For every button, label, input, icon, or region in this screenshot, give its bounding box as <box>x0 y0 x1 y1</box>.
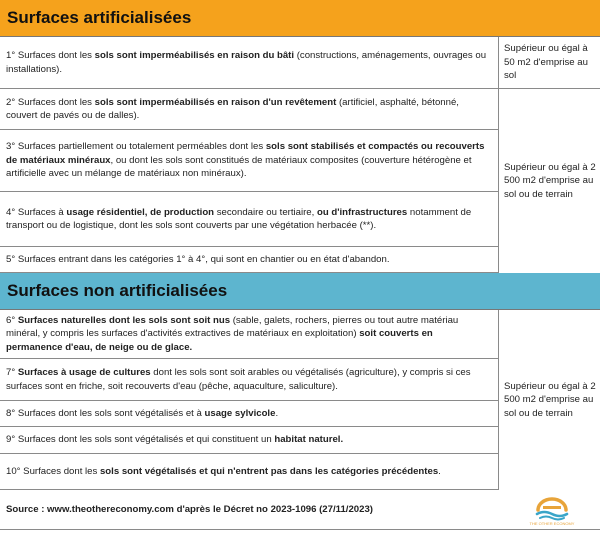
row-text-bold: usage sylvicole <box>204 407 276 419</box>
table-row <box>0 310 498 359</box>
row-text <box>6 433 343 447</box>
row-text-segment: 6° <box>6 314 18 326</box>
logo-wordmark: THE OTHER ECONOMY <box>529 521 575 526</box>
table-row <box>0 401 498 427</box>
row-text-segment: . <box>438 465 441 477</box>
row-text-bold: sols sont végétalisés et qui n'entrent pas dans les catégories précédentes <box>99 465 439 477</box>
row-text-segment: 7° <box>6 367 18 378</box>
row-text <box>6 366 490 393</box>
section-header-non-artificial <box>0 273 600 310</box>
table-row <box>0 427 498 454</box>
row-text <box>6 49 490 76</box>
row-text <box>6 96 490 123</box>
threshold-cell <box>499 37 600 89</box>
row-text-bold: sols sont imperméabilisés en raison du bâti <box>94 50 295 61</box>
row-text-bold: habitat naturel. <box>274 434 344 446</box>
row-text-bold: usage résidentiel, de production <box>66 206 215 218</box>
row-text-segment: (sable, galets, rochers, pierres ou tout autre matériau minéral, y compris les surfaces d'activités extractives de matériaux en exploitation) <box>6 314 459 340</box>
row-text <box>6 314 490 355</box>
row-text-bold: Surfaces à usage de cultures <box>17 367 151 378</box>
row-text-bold: sols sont imperméabilisés en raison d'un revêtement <box>94 96 337 108</box>
threshold-text: Supérieur ou égal à 2 500 m2 d'emprise au sol ou de terrain <box>504 380 596 419</box>
row-text-segment: 1° Surfaces dont les <box>6 50 95 61</box>
row-text-segment: 8° Surfaces dont les sols sont végétalisés et à <box>6 407 205 419</box>
row-text-segment: notamment de transport ou de logistique, dont les sols sont couverts par une végétation herbacée (**). <box>6 206 472 231</box>
source-text: Source : www.theothereconomy.com d'après le Décret no 2023-1096 (27/11/2023) <box>6 504 373 515</box>
table-row <box>0 192 498 247</box>
table-row <box>0 37 498 89</box>
row-text-bold: sols sont stabilisés et compactés ou recouverts de matériaux minéraux <box>6 141 485 166</box>
row-text-segment: 10° Surfaces dont les <box>6 465 100 477</box>
row-text-segment: secondaire ou tertiaire, <box>214 206 317 218</box>
row-text-segment: 2° Surfaces dont les <box>6 96 95 108</box>
row-text <box>6 407 278 421</box>
row-text-segment: 3° Surfaces partiellement ou totalement perméables dont les <box>6 141 266 153</box>
row-text-segment: (constructions, aménagements, ouvrages ou installations). <box>6 50 487 75</box>
row-text <box>6 465 441 479</box>
row-text-bold: Surfaces naturelles dont les sols sont soit nus <box>17 314 231 326</box>
table-row <box>0 359 498 401</box>
threshold-text: Supérieur ou égal à 2 500 m2 d'emprise au sol ou de terrain <box>504 161 596 200</box>
row-text <box>6 206 490 233</box>
section-header-artificial <box>0 0 600 37</box>
row-text-segment: , ou dont les sols sont constitués de matériaux composites (couverture hétérogène et artificielle avec un mélange de matériaux non minéraux). <box>6 154 472 180</box>
section-title-non-artificial: Surfaces non artificialisées <box>7 281 228 300</box>
row-text-bold: ou d'infrastructures <box>316 206 408 218</box>
row-text-bold: soit couverts en permanence d'eau, de neige ou de glace. <box>6 328 433 353</box>
table-row <box>0 130 498 192</box>
row-text <box>6 140 490 181</box>
row-text-segment: 4° Surfaces à <box>6 206 67 218</box>
section-title-artificial: Surfaces artificialisées <box>7 8 192 27</box>
source-note <box>0 490 600 530</box>
row-text-segment: 5° Surfaces entrant dans les catégories 1° à 4°, qui sont en chantier ou en état d'abandon. <box>6 253 390 265</box>
threshold-text: Supérieur ou égal à 50 m2 d'emprise au sol <box>504 43 588 82</box>
row-text-segment: dont les sols sont soit arables ou végétalisés (agriculture), y compris si ces surfaces sont en friche, soit recouverts d'eau (pêche, aquaculture, saliculture). <box>6 367 471 392</box>
threshold-cell <box>499 310 600 490</box>
table-row <box>0 247 498 273</box>
row-text-segment: . <box>275 407 279 419</box>
table-row <box>0 89 498 130</box>
row-text-segment: 9° Surfaces dont les sols sont végétalisés et qui constituent un <box>6 434 275 446</box>
row-text <box>6 253 390 267</box>
row-text-segment: (artificiel, asphalté, bétonné, couvert de pavés ou de dalles). <box>6 96 459 121</box>
table-row <box>0 454 498 490</box>
threshold-cell <box>499 89 600 273</box>
